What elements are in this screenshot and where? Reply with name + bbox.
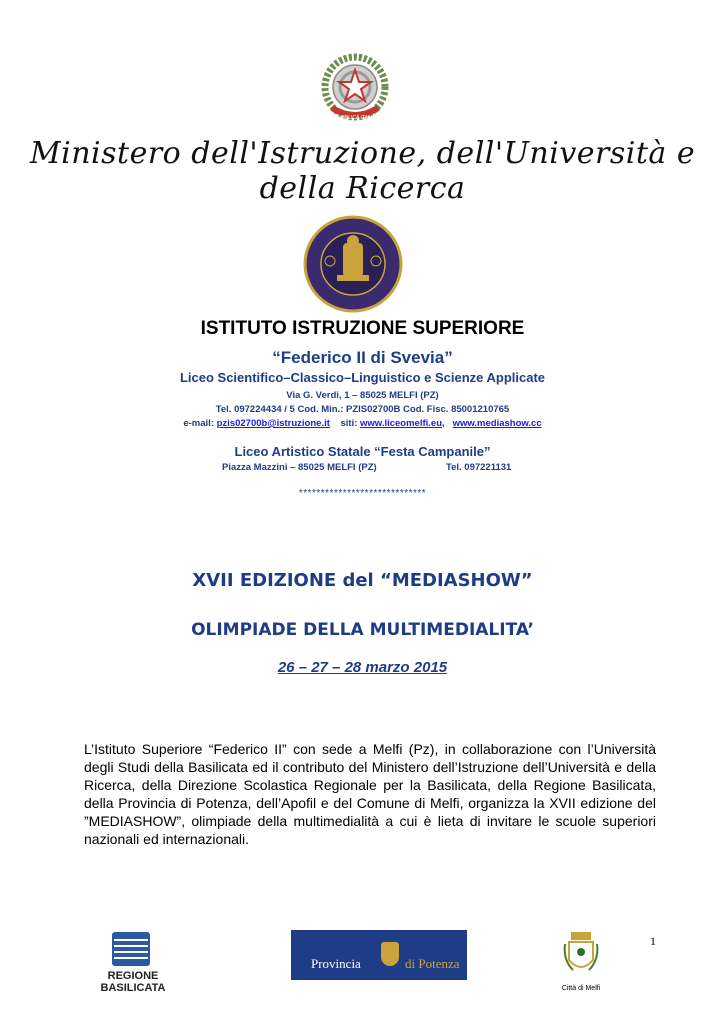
email-link[interactable]: pzis02700b@istruzione.it <box>216 418 330 429</box>
institute-title: ISTITUTO ISTRUZIONE SUPERIORE <box>200 318 525 339</box>
page-number: 1 <box>650 934 656 948</box>
event-dates: 26 – 27 – 28 marzo 2015 <box>277 659 448 676</box>
institute-address: Via G. Verdi, 1 – 85025 MELFI (PZ) <box>286 390 439 401</box>
site-link-liceomelfi[interactable]: www.liceomelfi.eu <box>360 418 443 429</box>
separator-stars: ***************************** <box>298 488 427 499</box>
edition-title: XVII EDIZIONE del “MEDIASHOW” <box>192 570 533 591</box>
site-link-mediashow[interactable]: www.mediashow.cc <box>452 418 542 429</box>
institute-codes: Tel. 097224434 / 5 Cod. Min.: PZIS02700B Cod. Fisc. 85001210765 <box>215 404 510 415</box>
sites-label: siti: <box>340 418 358 429</box>
regione-basilicata-label: REGIONE BASILICATA <box>100 970 166 994</box>
event-subtitle: OLIMPIADE DELLA MULTIMEDIALITA’ <box>191 620 534 640</box>
contact-line <box>0 418 725 429</box>
invitation-paragraph: L’Istituto Superiore “Federico II” con sede a Melfi (Pz), in collaborazione con l’Università degli Studi della Basilicata ed il contributo del Ministero dell’Istruzione dell’Università e della Ricerca, della Direzione Scolastica Regionale per la Basilicata, della Regione Basilicata, della Provincia di Potenza, dell’Apofil e del Comune di Melfi, organizza la XVII edizione del ”MEDIASHOW”, olimpiade della multimedialità a cui è lieta di invitare le scuole superiori nazionali ed internazionali. <box>84 741 656 847</box>
emblem-ribbon-text: REPUBBLICA ITALIANA <box>327 115 383 121</box>
citta-melfi-crest <box>563 930 599 980</box>
site-separator: , <box>442 418 445 429</box>
provincia-sub-label: di Potenza <box>405 956 460 971</box>
regione-basilicata-logo <box>108 930 154 968</box>
art-school-title: Liceo Artistico Statale “Festa Campanile” <box>234 444 491 459</box>
provincia-potenza-logo <box>291 930 467 980</box>
provincia-label: Provincia <box>311 956 361 971</box>
institute-subtitle: Liceo Scientifico–Classico–Linguistico e Scienze Applicate <box>179 370 546 385</box>
art-school-address: Piazza Mazzini – 85025 MELFI (PZ) <box>222 462 377 473</box>
email-label: e-mail: <box>183 418 214 429</box>
citta-melfi-label: Città di Melfi <box>561 985 601 992</box>
art-school-tel: Tel. 097221131 <box>446 462 512 473</box>
ministry-title: Ministero dell'Istruzione, dell'Università e della Ricerca <box>29 136 696 206</box>
provincia-crest-icon <box>381 942 399 966</box>
institute-name: “Federico II di Svevia” <box>272 348 453 367</box>
italian-republic-emblem <box>318 50 392 124</box>
school-logo <box>303 215 403 313</box>
